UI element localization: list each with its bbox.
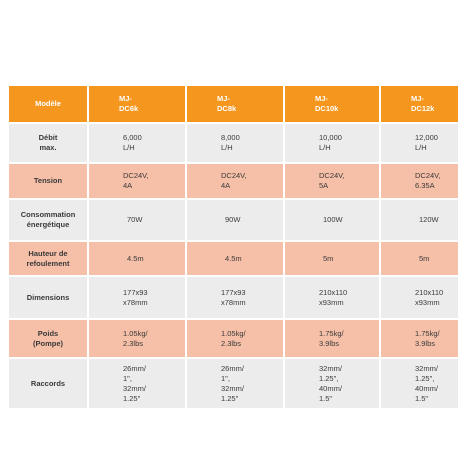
cell-line: Hauteur de — [28, 248, 68, 258]
cell-line: 1.75kg/ — [415, 328, 440, 338]
cell-line: Raccords — [30, 378, 66, 388]
cell-line: 40mm/ — [415, 383, 438, 393]
cell-line: 1.05kg/ — [123, 328, 148, 338]
cell-dimensions-1 — [89, 277, 185, 318]
cell-consommation-3 — [285, 200, 379, 240]
cell-line: Poids — [37, 328, 59, 338]
cell-line: 1", — [123, 373, 132, 383]
cell-line: 177x93 — [123, 287, 148, 297]
cell-line: 6,000 — [123, 133, 142, 142]
cell-line: DC24V, — [415, 171, 441, 180]
cell-debit-2 — [187, 124, 283, 162]
cell-line: L/H — [415, 143, 427, 152]
cell-hauteur-3 — [285, 242, 379, 275]
cell-consommation-2 — [187, 200, 283, 240]
header-label: Modèle — [9, 86, 87, 122]
cell-line: 70W — [127, 215, 143, 224]
cell-line: L/H — [123, 143, 135, 152]
cell-line: DC24V, — [319, 171, 345, 180]
row-label-hauteur — [9, 242, 87, 275]
cell-hauteur-1 — [89, 242, 185, 275]
table-row-tension — [9, 164, 458, 198]
cell-raccords-3 — [285, 359, 379, 408]
cell-line: MJ- — [119, 94, 132, 103]
spec-table-body — [9, 86, 458, 408]
cell-line: 26mm/ — [123, 363, 146, 373]
row-label-raccords — [9, 359, 87, 408]
cell-line: DC12k — [411, 104, 435, 113]
cell-line: L/H — [221, 143, 233, 152]
table-row-debit — [9, 124, 458, 162]
cell-line: Dimensions — [26, 292, 70, 302]
cell-line: Consommation — [20, 210, 76, 219]
cell-consommation-4 — [381, 200, 458, 240]
cell-line: 90W — [225, 215, 241, 224]
cell-line: 3.9lbs — [415, 338, 436, 348]
cell-line: 4.5m — [225, 253, 242, 263]
cell-debit-4 — [381, 124, 458, 162]
cell-line: 1.25" — [123, 393, 141, 403]
table-row-raccords — [9, 359, 458, 408]
cell-tension-1 — [89, 164, 185, 198]
cell-line: (Pompe) — [33, 338, 63, 348]
cell-line: 177x93 — [221, 287, 246, 297]
cell-line: 12,000 — [415, 133, 438, 142]
cell-line: 2.3lbs — [123, 338, 144, 348]
cell-line: 26mm/ — [221, 363, 244, 373]
cell-debit-3 — [285, 124, 379, 162]
cell-line: max. — [39, 143, 57, 152]
table-row-hauteur — [9, 242, 458, 275]
cell-dimensions-2 — [187, 277, 283, 318]
cell-line: 1.25" — [221, 393, 239, 403]
header-row — [9, 86, 458, 122]
cell-line: 32mm/ — [415, 363, 438, 373]
cell-line: MJ- — [411, 94, 424, 103]
cell-line: refoulement — [26, 258, 70, 268]
cell-line: DC24V, — [123, 171, 149, 180]
cell-line: 32mm/ — [221, 383, 244, 393]
cell-line: L/H — [319, 143, 331, 152]
cell-line: 5m — [419, 253, 430, 263]
cell-line: 4A — [221, 181, 231, 190]
cell-poids-1 — [89, 320, 185, 357]
cell-line: DC8k — [217, 104, 237, 113]
cell-line: x78mm — [221, 297, 246, 307]
spec-table-container — [0, 84, 458, 410]
cell-line: x93mm — [319, 297, 344, 307]
cell-line: 4A — [123, 181, 133, 190]
cell-line: 2.3lbs — [221, 338, 242, 348]
cell-line: 5m — [323, 253, 334, 263]
spec-table — [7, 84, 458, 410]
cell-line: DC10k — [315, 104, 339, 113]
cell-raccords-4 — [381, 359, 458, 408]
table-row-consommation — [9, 200, 458, 240]
cell-raccords-2 — [187, 359, 283, 408]
row-label-poids — [9, 320, 87, 357]
cell-line: 4.5m — [127, 253, 144, 263]
row-label-consommation — [9, 200, 87, 240]
cell-tension-2 — [187, 164, 283, 198]
cell-hauteur-4 — [381, 242, 458, 275]
cell-line: 100W — [323, 215, 343, 224]
header-model-1 — [89, 86, 185, 122]
cell-dimensions-4 — [381, 277, 458, 318]
cell-line: 210x110 — [415, 287, 444, 297]
cell-line: MJ- — [217, 94, 230, 103]
cell-line: x78mm — [123, 297, 148, 307]
cell-line: 1", — [221, 373, 230, 383]
cell-line: 3.9lbs — [319, 338, 340, 348]
cell-line: 1.05kg/ — [221, 328, 246, 338]
cell-poids-4 — [381, 320, 458, 357]
cell-hauteur-2 — [187, 242, 283, 275]
cell-tension-3 — [285, 164, 379, 198]
cell-line: 8,000 — [221, 133, 240, 142]
cell-line: énergétique — [26, 220, 70, 229]
cell-line: 6.35A — [415, 181, 435, 190]
cell-line: 1.75kg/ — [319, 328, 344, 338]
cell-line: DC24V, — [221, 171, 247, 180]
cell-line: 1.25", — [319, 373, 339, 383]
row-label-tension — [9, 164, 87, 198]
cell-poids-3 — [285, 320, 379, 357]
cell-line: MJ- — [315, 94, 328, 103]
cell-line: 120W — [419, 215, 439, 224]
cell-line: 10,000 — [319, 133, 342, 142]
cell-line: 1.5" — [319, 393, 333, 403]
row-label-dimensions — [9, 277, 87, 318]
cell-line: 32mm/ — [123, 383, 146, 393]
header-model-4 — [381, 86, 458, 122]
cell-line: 210x110 — [319, 287, 348, 297]
table-row-dimensions — [9, 277, 458, 318]
cell-line: 1.25", — [415, 373, 435, 383]
cell-dimensions-3 — [285, 277, 379, 318]
header-model-3 — [285, 86, 379, 122]
cell-line: Tension — [33, 176, 63, 185]
cell-line: 40mm/ — [319, 383, 342, 393]
header-model-2 — [187, 86, 283, 122]
cell-line: 1.5" — [415, 393, 429, 403]
cell-debit-1 — [89, 124, 185, 162]
cell-line: Débit — [38, 133, 58, 142]
cell-tension-4 — [381, 164, 458, 198]
cell-consommation-1 — [89, 200, 185, 240]
cell-line: 5A — [319, 181, 329, 190]
cell-poids-2 — [187, 320, 283, 357]
table-row-poids — [9, 320, 458, 357]
cell-line: 32mm/ — [319, 363, 342, 373]
cell-line: DC6k — [119, 104, 139, 113]
row-label-debit — [9, 124, 87, 162]
cell-raccords-1 — [89, 359, 185, 408]
cell-line: x93mm — [415, 297, 440, 307]
